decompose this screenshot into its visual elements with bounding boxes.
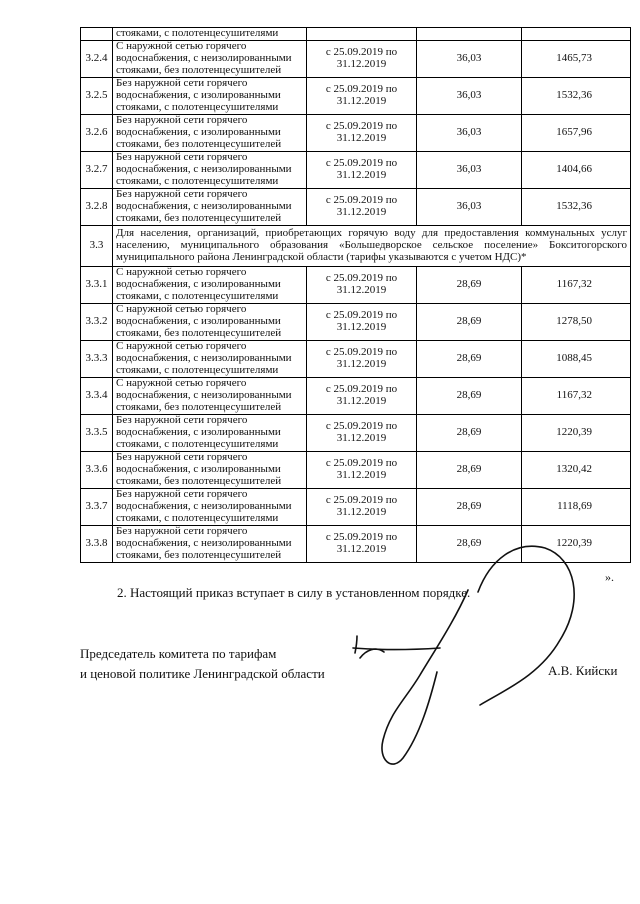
signature-stroke — [478, 546, 574, 705]
cell-description: Без наружной сети горячего водоснабжения, с изолированными стояками, без полотенцесушителей — [113, 451, 307, 488]
cell-rate2: 1220,39 — [522, 414, 631, 451]
cell-period: с 25.09.2019 по 31.12.2019 — [307, 340, 417, 377]
cell-description: Без наружной сети горячего водоснабжения, с изолированными стояками, с полотенцесушителями — [113, 77, 307, 114]
cell-num: 3.2.7 — [81, 151, 113, 188]
cell-rate1: 36,03 — [417, 151, 522, 188]
cell-period: с 25.09.2019 по 31.12.2019 — [307, 377, 417, 414]
signatory-name: А.В. Кийски — [548, 663, 618, 678]
cell-num: 3.2.4 — [81, 40, 113, 77]
cell-period: с 25.09.2019 по 31.12.2019 — [307, 114, 417, 151]
cell-num: 3.3.4 — [81, 377, 113, 414]
cell-rate1: 36,03 — [417, 77, 522, 114]
cell-period: с 25.09.2019 по 31.12.2019 — [307, 488, 417, 525]
cell-period: с 25.09.2019 по 31.12.2019 — [307, 303, 417, 340]
cell-rate1: 36,03 — [417, 188, 522, 225]
order-item-2: 2. Настоящий приказ вступает в силу в установленном порядке. — [117, 585, 471, 600]
cell-num: 3.3.1 — [81, 266, 113, 303]
cell-num: 3.3.2 — [81, 303, 113, 340]
cell-rate1: 28,69 — [417, 377, 522, 414]
cell-description: Без наружной сети горячего водоснабжения, с изолированными стояками, без полотенцесушителей — [113, 114, 307, 151]
cell-num: 3.2.8 — [81, 188, 113, 225]
signature-stroke — [355, 636, 357, 653]
cell-rate2: 1167,32 — [522, 266, 631, 303]
cell-rate1: 28,69 — [417, 303, 522, 340]
cell-rate2: 1320,42 — [522, 451, 631, 488]
cell-description: Без наружной сети горячего водоснабжения, с неизолированными стояками, с полотенцесушителями — [113, 151, 307, 188]
cell-period: с 25.09.2019 по 31.12.2019 — [307, 40, 417, 77]
cell-description: стояками, с полотенцесушителями — [113, 28, 307, 41]
cell-rate1: 28,69 — [417, 525, 522, 562]
cell-description: С наружной сетью горячего водоснабжения, с неизолированными стояками, с полотенцесушителями — [113, 340, 307, 377]
cell-rate2: 1532,36 — [522, 188, 631, 225]
signature-stroke — [353, 648, 440, 650]
cell-description: С наружной сетью горячего водоснабжения, с изолированными стояками, с полотенцесушителями — [113, 266, 307, 303]
cell-period: с 25.09.2019 по 31.12.2019 — [307, 525, 417, 562]
cell-rate1: 36,03 — [417, 40, 522, 77]
cell-description: С наружной сетью горячего водоснабжения, с неизолированными стояками, без полотенцесушителей — [113, 40, 307, 77]
cell-period: с 25.09.2019 по 31.12.2019 — [307, 266, 417, 303]
cell-rate1: 28,69 — [417, 451, 522, 488]
cell-period: с 25.09.2019 по 31.12.2019 — [307, 77, 417, 114]
cell-rate1: 28,69 — [417, 488, 522, 525]
cell-num: 3.2.6 — [81, 114, 113, 151]
cell-period: с 25.09.2019 по 31.12.2019 — [307, 414, 417, 451]
section-heading: Для населения, организаций, приобретающих горячую воду для предоставления коммунальных услуг населению, муниципального образования «Большедворское сельское поселение» Бокситогорского муниципального района Ленинградской области (тарифы указываются с учетом НДС)* — [113, 225, 631, 266]
cell-rate2: 1118,69 — [522, 488, 631, 525]
signature-stroke — [360, 649, 384, 658]
cell-rate2: 1167,32 — [522, 377, 631, 414]
cell-num: 3.3.6 — [81, 451, 113, 488]
signatory-title-line2: и ценовой политике Ленинградской области — [80, 666, 325, 681]
cell-description: Без наружной сети горячего водоснабжения, с неизолированными стояками, без полотенцесушителей — [113, 525, 307, 562]
cell-num: 3.3.7 — [81, 488, 113, 525]
cell-rate2: 1465,73 — [522, 40, 631, 77]
cell-num: 3.3.8 — [81, 525, 113, 562]
cell-description: С наружной сетью горячего водоснабжения, с изолированными стояками, без полотенцесушителей — [113, 303, 307, 340]
cell-description: Без наружной сети горячего водоснабжения, с неизолированными стояками, с полотенцесушителями — [113, 488, 307, 525]
closing-quote: ». — [605, 570, 614, 584]
cell-period: с 25.09.2019 по 31.12.2019 — [307, 151, 417, 188]
cell-rate2: 1220,39 — [522, 525, 631, 562]
cell-description: С наружной сетью горячего водоснабжения, с неизолированными стояками, без полотенцесушителей — [113, 377, 307, 414]
cell-num: 3.3.3 — [81, 340, 113, 377]
cell-rate2: 1278,50 — [522, 303, 631, 340]
cell-period: с 25.09.2019 по 31.12.2019 — [307, 188, 417, 225]
signatory-title-line1: Председатель комитета по тарифам — [80, 646, 277, 661]
signature-stroke — [382, 590, 468, 764]
cell-num: 3.2.5 — [81, 77, 113, 114]
cell-rate2: 1657,96 — [522, 114, 631, 151]
cell-rate1: 36,03 — [417, 114, 522, 151]
cell-rate2: 1088,45 — [522, 340, 631, 377]
cell-num: 3.3.5 — [81, 414, 113, 451]
cell-rate1: 28,69 — [417, 266, 522, 303]
cell-rate1: 28,69 — [417, 414, 522, 451]
cell-num: 3.3 — [81, 225, 113, 266]
cell-rate2: 1404,66 — [522, 151, 631, 188]
cell-rate1: 28,69 — [417, 340, 522, 377]
cell-description: Без наружной сети горячего водоснабжения, с изолированными стояками, с полотенцесушителями — [113, 414, 307, 451]
cell-rate2: 1532,36 — [522, 77, 631, 114]
cell-period: с 25.09.2019 по 31.12.2019 — [307, 451, 417, 488]
cell-description: Без наружной сети горячего водоснабжения, с неизолированными стояками, без полотенцесушителей — [113, 188, 307, 225]
